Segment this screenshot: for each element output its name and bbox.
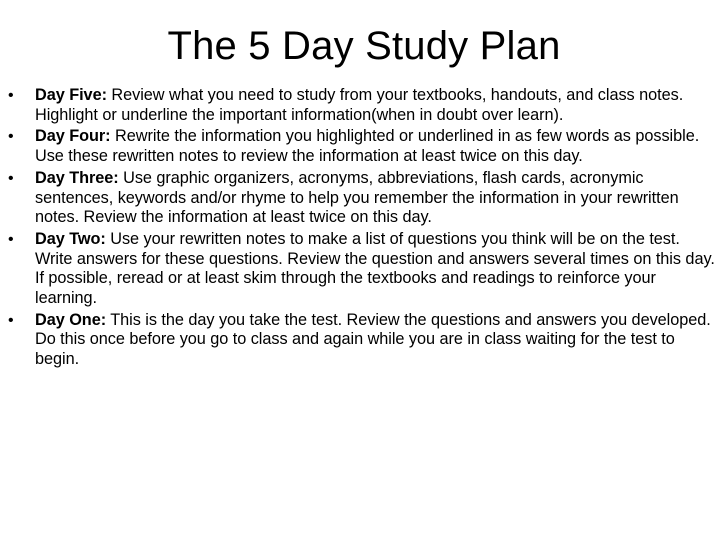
bullet-text: Review what you need to study from your textbooks, handouts, and class notes. Highlight or underline the important information(when in doubt over learn). [35,86,684,124]
slide-title: The 5 Day Study Plan [167,24,561,68]
bullet-item-day-five [8,86,720,125]
bullet-item-day-four [8,127,720,166]
bullet-label: Day Four: [35,127,111,146]
bullet-dot-icon: • [8,128,14,146]
bullet-list [8,86,720,372]
bullet-text: Use graphic organizers, acronyms, abbreviations, flash cards, acronymic sentences, keywords and/or rhyme to help you remember the information in your rewritten notes. Review the information at least twice on this day. [35,168,679,227]
bullet-item-day-one [8,311,720,370]
bullet-label: Day Five: [35,86,107,104]
bullet-dot-icon: • [8,169,14,187]
bullet-label: Day Two: [35,229,106,248]
bullet-item-day-two [8,230,720,309]
bullet-dot-icon: • [8,230,14,248]
bullet-label: Day Three: [35,168,119,187]
bullet-dot-icon: • [8,87,14,104]
bullet-text: This is the day you take the test. Review the questions and answers you developed. Do this once before you go to class and again while you are in class waiting for the test to begin. [35,310,711,369]
bullet-text: Rewrite the information you highlighted or underlined in as few words as possible. Use these rewritten notes to review the information at least twice on this day. [35,127,700,166]
bullet-text: Use your rewritten notes to make a list of questions you think will be on the test. Write answers for these questions. Review the question and answers several times on this day. If possible, reread or at least skim through the textbooks and readings to reinforce your learning. [35,229,715,308]
bullet-dot-icon: • [8,311,14,329]
bullet-item-day-three [8,169,720,228]
bullet-label: Day One: [35,310,107,329]
